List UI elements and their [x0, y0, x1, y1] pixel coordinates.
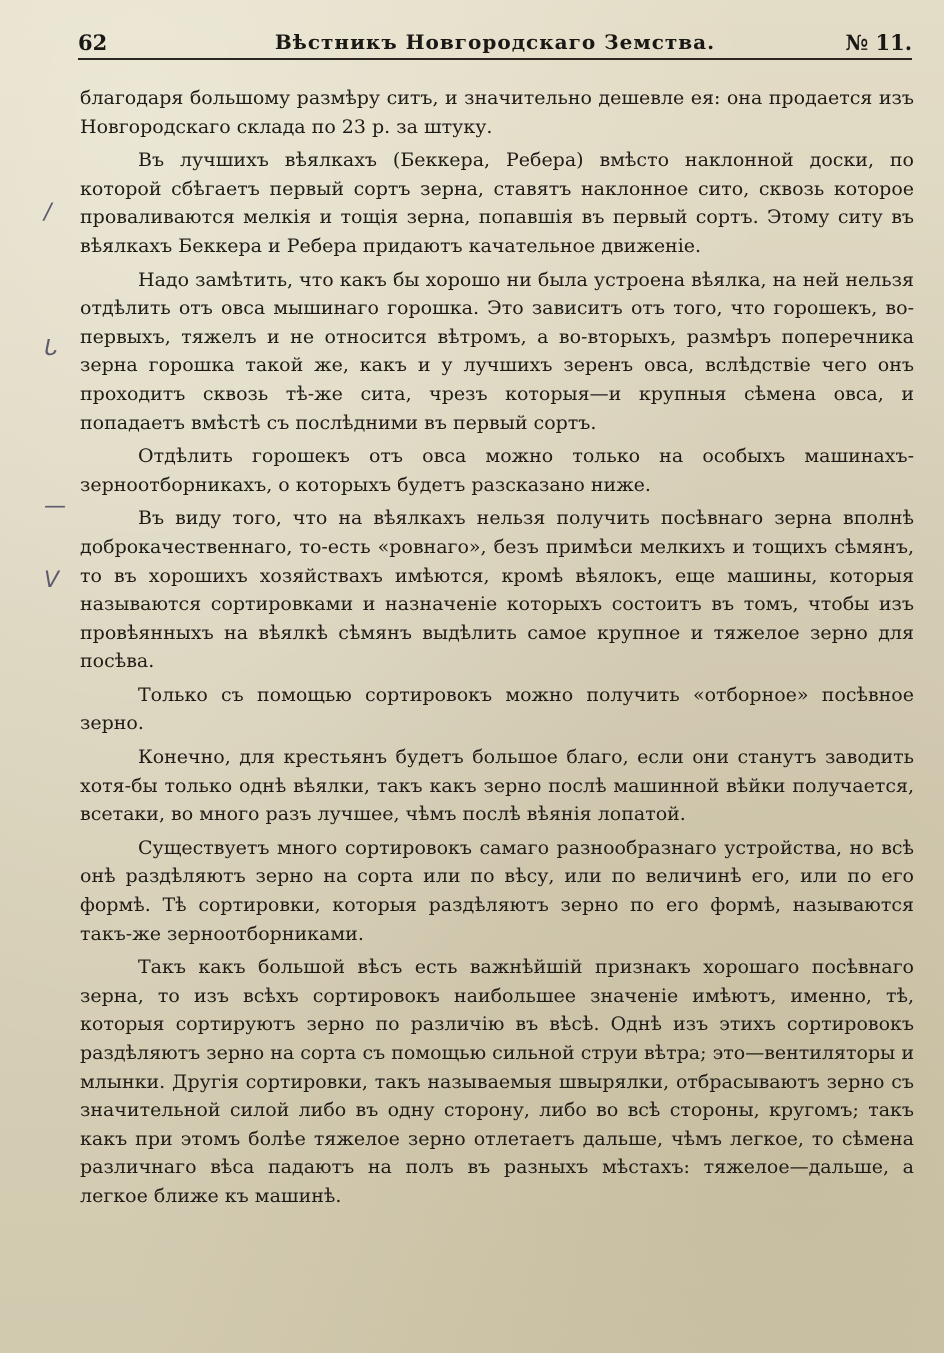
paragraph: Отдѣлить горошекъ отъ овса можно только на особыхъ машинахъ-зерноотборникахъ, о которыхъ будетъ разсказано ниже. — [80, 445, 914, 496]
paragraph: благодаря большому размѣру ситъ, и значительно дешевле ея: она продается изъ Новгородскаго склада по 23 р. за штуку. — [80, 87, 914, 138]
paragraph: Надо замѣтить, что какъ бы хорошо ни была устроена вѣялка, на ней нельзя отдѣлить отъ овса мышинаго горошка. Это зависитъ отъ того, что горошекъ, во-первыхъ, тяжелъ и не относится вѣтромъ, а во-вторыхъ, размѣръ поперечника зерна горошка такой же, какъ и у лучшихъ зеренъ овса, вслѣдствіе чего онъ проходитъ сквозь тѣ-же сита, чрезъ которыя—и крупныя сѣмена овса, и попадаетъ вмѣстѣ съ послѣдними въ первый сортъ. — [80, 268, 914, 434]
page-number: 62 — [78, 30, 108, 55]
margin-pencil-mark: — — [44, 494, 66, 519]
margin-pencil-mark: ᒐ — [44, 336, 58, 361]
header-divider — [78, 58, 912, 60]
issue-number: № 11. — [845, 30, 912, 55]
paragraph: Въ виду того, что на вѣялкахъ нельзя получить посѣвнаго зерна вполнѣ доброкачественнаго, то-есть «ровнаго», безъ примѣси мелкихъ и тощихъ сѣмянъ, то въ хорошихъ хозяйствахъ имѣются, кромѣ вѣялокъ, еще машины, которыя называются сортировками и назначеніе которыхъ состоитъ въ томъ, чтобы изъ провѣянныхъ на вѣялкѣ сѣмянъ выдѣлить самое крупное и тяжелое зерно для посѣва. — [80, 507, 914, 673]
margin-pencil-mark: V — [44, 568, 60, 593]
paragraph: Такъ какъ большой вѣсъ есть важнѣйшій признакъ хорошаго посѣвнаго зерна, то изъ всѣхъ сортировокъ наибольшее значеніе имѣютъ, именно, тѣ, которыя сортируютъ зерно по различію въ вѣсѣ. Однѣ изъ этихъ сортировокъ раздѣляютъ зерно на сорта съ помощью сильной струи вѣтра; это—вентиляторы и млынки. Другія сортировки, такъ называемыя швырялки, отбрасываютъ зерно съ значительной силой либо въ одну сторону, либо во всѣ стороны, кругомъ; такъ какъ при этомъ болѣе тяжелое зерно отлетаетъ дальше, чѣмъ легкое, то сѣмена различнаго вѣса падаютъ на полъ въ разныхъ мѣстахъ: тяжелое—дальше, а легкое ближе къ машинѣ. — [80, 956, 914, 1207]
paragraph: Конечно, для крестьянъ будетъ большое благо, если они станутъ заводить хотя-бы только однѣ вѣялки, такъ какъ зерно послѣ машинной вѣйки получается, всетаки, во много разъ лучшее, чѣмъ послѣ вѣянія лопатой. — [80, 746, 914, 826]
article-body — [80, 84, 914, 1216]
running-header — [78, 30, 912, 56]
margin-pencil-mark: / — [44, 200, 52, 225]
journal-title: Вѣстникъ Новгородскаго Земства. — [274, 30, 716, 54]
paragraph: Въ лучшихъ вѣялкахъ (Беккера, Ребера) вмѣсто наклонной доски, по которой сбѣгаетъ первый сортъ зерна, ставятъ наклонное сито, сквозь которое проваливаются мелкія и тощія зерна, попавшія въ первый сортъ. Этому ситу въ вѣялкахъ Беккера и Ребера придаютъ качательное движеніе. — [80, 149, 914, 257]
paragraph: Существуетъ много сортировокъ самаго разнообразнаго устройства, но всѣ онѣ раздѣляютъ зерно на сорта или по вѣсу, или по величинѣ его, или по его формѣ. Тѣ сортировки, которыя раздѣляютъ зерно по его формѣ, называются такъ-же зерноотборниками. — [80, 836, 914, 945]
paragraph: Только съ помощью сортировокъ можно получить «отборное» посѣвное зерно. — [80, 683, 914, 735]
